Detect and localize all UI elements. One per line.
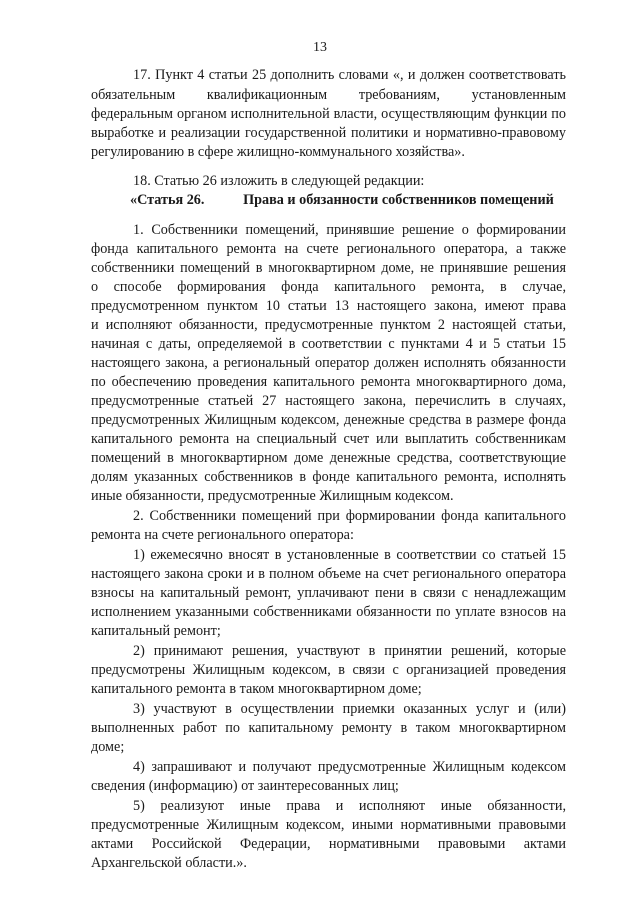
paragraph-line: 18. Статью 26 изложить в следующей редакции: [133, 173, 425, 189]
paragraph-line: сведения (информацию) от заинтересованных лиц; [91, 778, 399, 794]
paragraph-line: долям указанных собственников в фонде капитального ремонта, исполнять [91, 469, 566, 485]
paragraph-line: собственники помещений в многоквартирном доме, не принявшие решения [91, 260, 566, 276]
paragraph-line: 17. Пункт 4 статьи 25 дополнить словами «, и должен соответствовать [133, 67, 566, 83]
article-label: Статья 26. [137, 192, 205, 208]
paragraph-line: выполненных работ по капитальному ремонту в таком многоквартирном [91, 720, 566, 736]
paragraph-line: регулированию в сфере жилищно-коммунального хозяйства». [91, 144, 465, 160]
paragraph-line: 1) ежемесячно вносят в установленные в соответствии со статьей 15 [133, 547, 566, 563]
article-title: Права и обязанности собственников помещений [243, 192, 554, 208]
paragraph-line: предусмотренные статьей 27 настоящего закона, перечислить в случаях, [91, 393, 566, 409]
paragraph-line: исполнением указанными собственниками обязанности по уплате взносов на [91, 604, 566, 620]
paragraph-line: выработке и реализации государственной политики и нормативно-правовому [91, 125, 566, 141]
paragraph-line: предусмотренном пунктом 10 статьи 13 настоящего закона, имеют права [91, 298, 566, 314]
paragraph-line: 3) участвуют в осуществлении приемки оказанных услуг и (или) [133, 701, 566, 717]
article-quote-open: « [130, 192, 138, 208]
paragraph-line: доме; [91, 739, 125, 755]
paragraph-line: помещений в многоквартирном доме денежные средства, соответствующие [91, 450, 566, 466]
paragraph-line: предусмотренных Жилищным кодексом, денежные средства в размере фонда [91, 412, 566, 428]
paragraph-line: настоящего закона, а региональный оператор должен исполнять обязанности [91, 355, 566, 371]
paragraph-line: 2) принимают решения, участвуют в принятии решений, которые [133, 643, 566, 659]
paragraph-line: начиная с даты, определяемой в соответствии с пунктами 4 и 5 статьи 15 [91, 336, 566, 352]
paragraph-line: иные обязанности, предусмотренные Жилищным кодексом. [91, 488, 454, 504]
paragraph-line: капитального ремонта в таком многоквартирном доме; [91, 681, 422, 697]
page-number: 13 [313, 40, 327, 55]
paragraph-line: 4) запрашивают и получают предусмотренные Жилищным кодексом [133, 759, 566, 775]
paragraph-line: и исполняют обязанности, предусмотренные пунктом 2 настоящей статьи, [91, 317, 566, 333]
paragraph-line: предусмотрены Жилищным кодексом, в связи с организацией проведения [91, 662, 566, 678]
paragraph-line: предусмотренные Жилищным кодексом, иными нормативными правовыми [91, 817, 566, 833]
paragraph-line: капитальный ремонт; [91, 623, 221, 639]
paragraph-line: 2. Собственники помещений при формировании фонда капитального [133, 508, 566, 524]
paragraph-line: взносы на капитальный ремонт, уплачивают пени в связи с ненадлежащим [91, 585, 566, 601]
paragraph-line: обязательным квалификационным требованиям, установленным [91, 87, 566, 103]
paragraph-line: федеральным органом исполнительной власти, осуществляющим функции по [91, 106, 566, 122]
article-heading [130, 191, 554, 210]
paragraph-line: о способе формирования фонда капитального ремонта, в случае, [91, 279, 566, 295]
paragraph-line: фонда капитального ремонта на счете регионального оператора, а также [91, 241, 566, 257]
paragraph-line: капитального ремонта на специальный счет или выплатить собственникам [91, 431, 566, 447]
paragraph-line: актами Российской Федерации, нормативными правовыми актами [91, 836, 566, 852]
paragraph-line: по обеспечению проведения капитального ремонта многоквартирного дома, [91, 374, 566, 390]
paragraph-line: настоящего закона сроки и в полном объеме на счет регионального оператора [91, 566, 566, 582]
paragraph-line: 5) реализуют иные права и исполняют иные обязанности, [133, 798, 566, 814]
paragraph-line: Архангельской области.». [91, 855, 247, 871]
paragraph-line: ремонта на счете регионального оператора: [91, 527, 354, 543]
paragraph-line: 1. Собственники помещений, принявшие решение о формировании [133, 222, 566, 238]
